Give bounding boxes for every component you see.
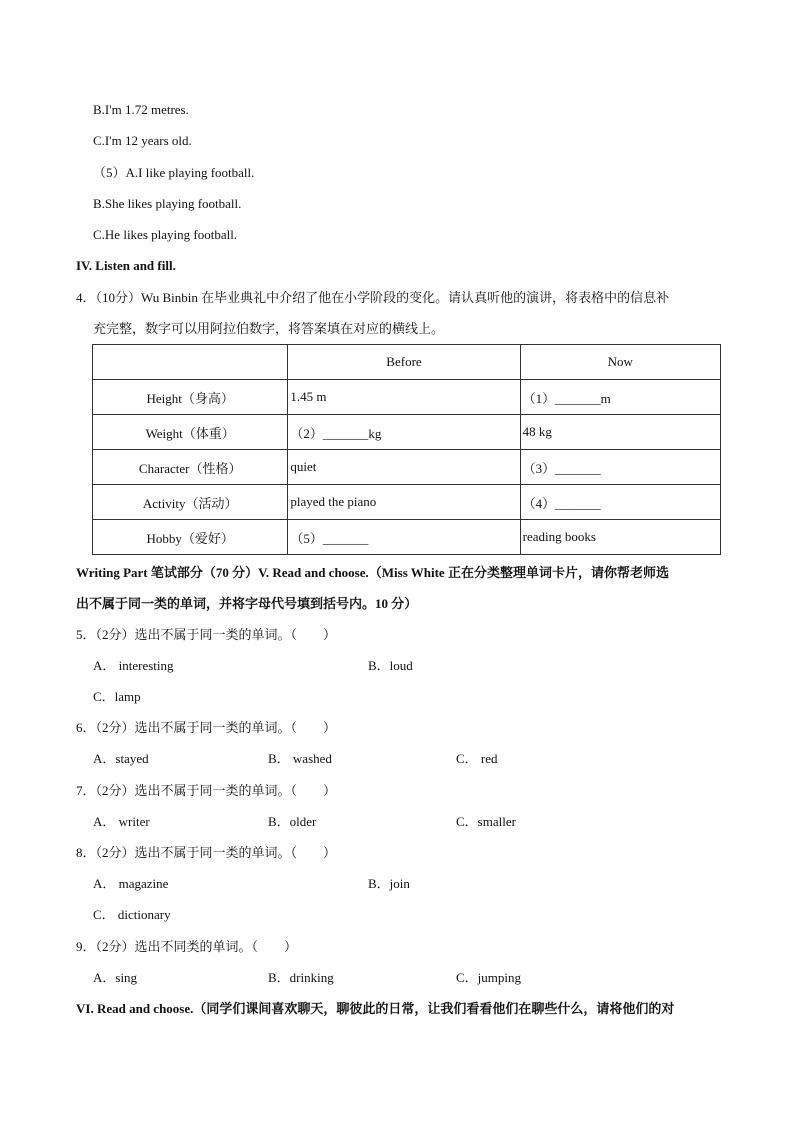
question-9-option-c[interactable]: C．jumping (456, 970, 522, 985)
question-6-option-b[interactable]: B． washed (268, 751, 332, 766)
question-8-option-a[interactable]: A． magazine (93, 876, 169, 891)
question-8-option-c[interactable]: C． dictionary (93, 907, 171, 922)
option-b-height: B.I'm 1.72 metres. (93, 102, 189, 117)
table-row (93, 380, 721, 415)
table-row (93, 450, 721, 485)
question-9-option-b[interactable]: B．drinking (268, 970, 334, 985)
writing-part-line2: 出不属于同一类的单词，并将字母代号填到括号内。10 分） (76, 596, 418, 611)
table-cell-label: Weight（体重） (93, 415, 288, 450)
q5-option-a: （5）A.I like playing football. (93, 165, 255, 180)
option-c-age: C.I'm 12 years old. (93, 133, 192, 148)
section-iv-title: IV. Listen and fill. (76, 258, 176, 273)
table-cell-blank[interactable]: （5）_______ (288, 520, 520, 555)
table-cell-blank[interactable]: （4）_______ (520, 485, 720, 520)
question-6-stem: 6．（2分）选出不属于同一类的单词。（ ） (76, 720, 337, 735)
table-cell: 1.45 m (288, 380, 520, 415)
question-8-stem: 8．（2分）选出不属于同一类的单词。（ ） (76, 845, 337, 860)
table-header-cell: Before (288, 345, 520, 380)
question-7-option-c[interactable]: C．smaller (456, 814, 516, 829)
table-cell-blank[interactable]: （1）_______m (520, 380, 720, 415)
table-header-cell: Now (520, 345, 720, 380)
table-header-row (93, 345, 721, 380)
table-row (93, 415, 721, 450)
table-header-cell (93, 345, 288, 380)
question-7-stem: 7．（2分）选出不属于同一类的单词。（ ） (76, 783, 337, 798)
table-cell-blank[interactable]: （2）_______kg (288, 415, 520, 450)
question-9-option-a[interactable]: A．sing (93, 970, 138, 985)
question-5-option-c[interactable]: C．lamp (93, 689, 141, 704)
question-7-option-a[interactable]: A． writer (93, 814, 150, 829)
table-cell: quiet (288, 450, 520, 485)
table-row (93, 520, 721, 555)
question-5-option-a[interactable]: A． interesting (93, 658, 174, 673)
question-5-option-b[interactable]: B．loud (368, 658, 413, 673)
section-vi-title: VI. Read and choose.（同学们课间喜欢聊天，聊彼此的日常，让我们看看他们在聊些什么，请将他们的对 (76, 1001, 675, 1016)
writing-part-line1: Writing Part 笔试部分（70 分）V. Read and choose.（Miss White 正在分类整理单词卡片，请你帮老师选 (76, 565, 669, 580)
table-cell-label: Height（身高） (93, 380, 288, 415)
table-cell-label: Activity（活动） (93, 485, 288, 520)
question-6-option-a[interactable]: A．stayed (93, 751, 149, 766)
q5-option-b: B.She likes playing football. (93, 196, 242, 211)
question-7-option-b[interactable]: B．older (268, 814, 317, 829)
table-cell-label: Hobby（爱好） (93, 520, 288, 555)
table-cell: played the piano (288, 485, 520, 520)
question-6-option-c[interactable]: C． red (456, 751, 498, 766)
question-9-stem: 9．（2分）选出不同类的单词。（ ） (76, 939, 298, 954)
q5-option-c: C.He likes playing football. (93, 227, 238, 242)
table-cell: reading books (520, 520, 720, 555)
table-cell: 48 kg (520, 415, 720, 450)
table-cell-blank[interactable]: （3）_______ (520, 450, 720, 485)
table-row (93, 485, 721, 520)
q4-instruction-line1: 4．（10分）Wu Binbin 在毕业典礼中介绍了他在小学阶段的变化。请认真听他的演讲，将表格中的信息补 (76, 290, 670, 305)
change-info-table (92, 344, 721, 555)
table-cell-label: Character（性格） (93, 450, 288, 485)
question-5-stem: 5．（2分）选出不属于同一类的单词。（ ） (76, 627, 337, 642)
question-8-option-b[interactable]: B．join (368, 876, 410, 891)
q4-instruction-line2: 充完整，数字可以用阿拉伯数字，将答案填在对应的横线上。 (93, 321, 445, 336)
